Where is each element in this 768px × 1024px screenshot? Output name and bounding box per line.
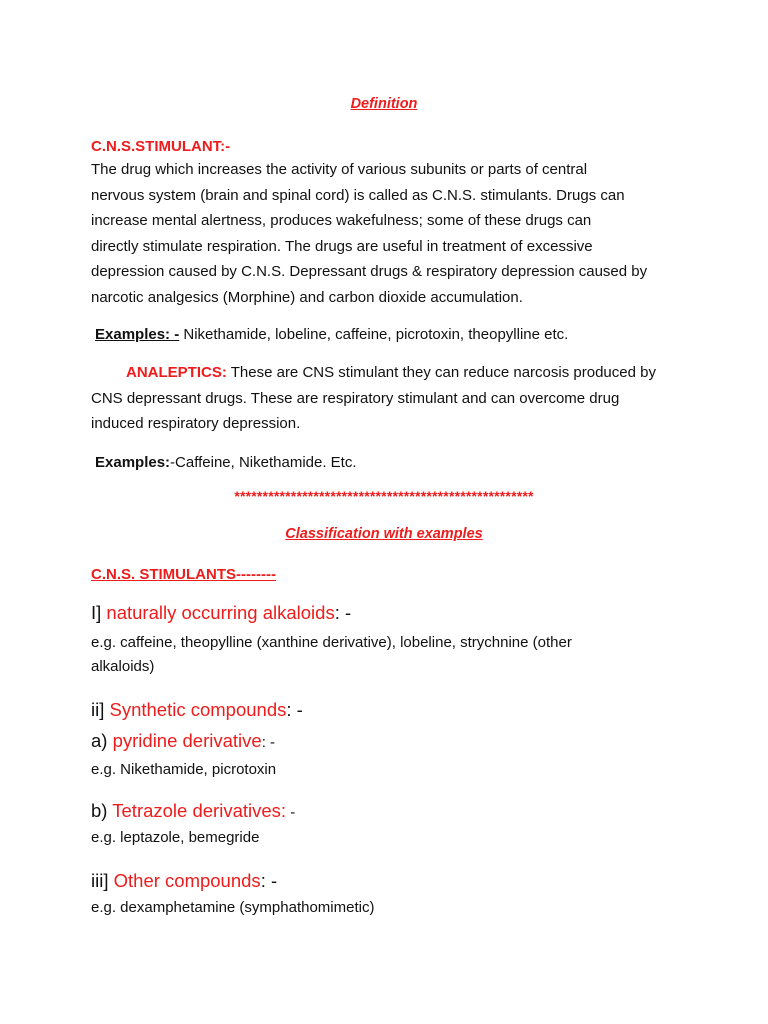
- definition-line: depression caused by C.N.S. Depressant drugs & respiratory depression caused by: [91, 263, 648, 280]
- section-synthetic: ii] Synthetic compounds: -: [91, 699, 303, 720]
- examples-line-1: [95, 322, 695, 348]
- section-title: Tetrazole derivatives:: [112, 800, 287, 821]
- classification-heading: Classification with examples: [285, 526, 483, 542]
- section-tetrazole: b) Tetrazole derivatives: -: [91, 800, 296, 821]
- analeptics-paragraph: [91, 360, 691, 437]
- section-title: Other compounds: [113, 870, 261, 891]
- cns-stimulant-label: C.N.S.STIMULANT:-: [91, 138, 231, 155]
- section-naturally-occurring: I] naturally occurring alkaloids: -: [91, 602, 352, 623]
- analeptics-line: induced respiratory depression.: [91, 415, 301, 432]
- section-pyridine: a) pyridine derivative: -: [91, 730, 276, 751]
- section-title: pyridine derivative: [112, 730, 262, 751]
- examples-label: Examples:: [95, 454, 171, 471]
- definition-line: The drug which increases the activity of various subunits or parts of central: [91, 161, 588, 178]
- examples-line-2: [95, 450, 695, 476]
- analeptics-line: These are CNS stimulant they can reduce narcosis produced by: [226, 364, 656, 381]
- definition-line: directly stimulate respiration. The drugs are useful in treatment of excessive: [91, 237, 593, 255]
- separator-stars: *****************************************************: [234, 488, 534, 504]
- examples-label: Examples: -: [95, 326, 180, 343]
- analeptics-label: ANALEPTICS:: [126, 364, 227, 381]
- examples-text: -Caffeine, Nikethamide. Etc.: [170, 454, 357, 471]
- analeptics-line: CNS depressant drugs. These are respiratory stimulant and can overcome drug: [91, 389, 620, 407]
- definition-line: narcotic analgesics (Morphine) and carbon dioxide accumulation.: [91, 288, 523, 306]
- section-title: Synthetic compounds: [109, 699, 287, 720]
- section-other: iii] Other compounds: -: [91, 870, 278, 891]
- examples-text: Nikethamide, lobeline, caffeine, picrotoxin, theopylline etc.: [179, 326, 569, 343]
- definition-line: increase mental alertness, produces wakefulness; some of these drugs can: [91, 212, 592, 229]
- cns-stimulants-heading: C.N.S. STIMULANTS--------: [91, 566, 276, 583]
- definition-heading: Definition: [350, 96, 418, 112]
- cns-stimulant-definition: [91, 157, 691, 310]
- section-example: e.g. leptazole, bemegride: [91, 829, 260, 846]
- definition-line: nervous system (brain and spinal cord) is called as C.N.S. stimulants. Drugs can: [91, 186, 625, 204]
- section-title: naturally occurring alkaloids: [106, 602, 335, 623]
- section-example: e.g. Nikethamide, picrotoxin: [91, 761, 277, 778]
- section-example: e.g. caffeine, theopylline (xanthine derivative), lobeline, strychnine (other alkaloids): [91, 634, 572, 675]
- section-example: e.g. dexamphetamine (symphathomimetic): [91, 899, 375, 916]
